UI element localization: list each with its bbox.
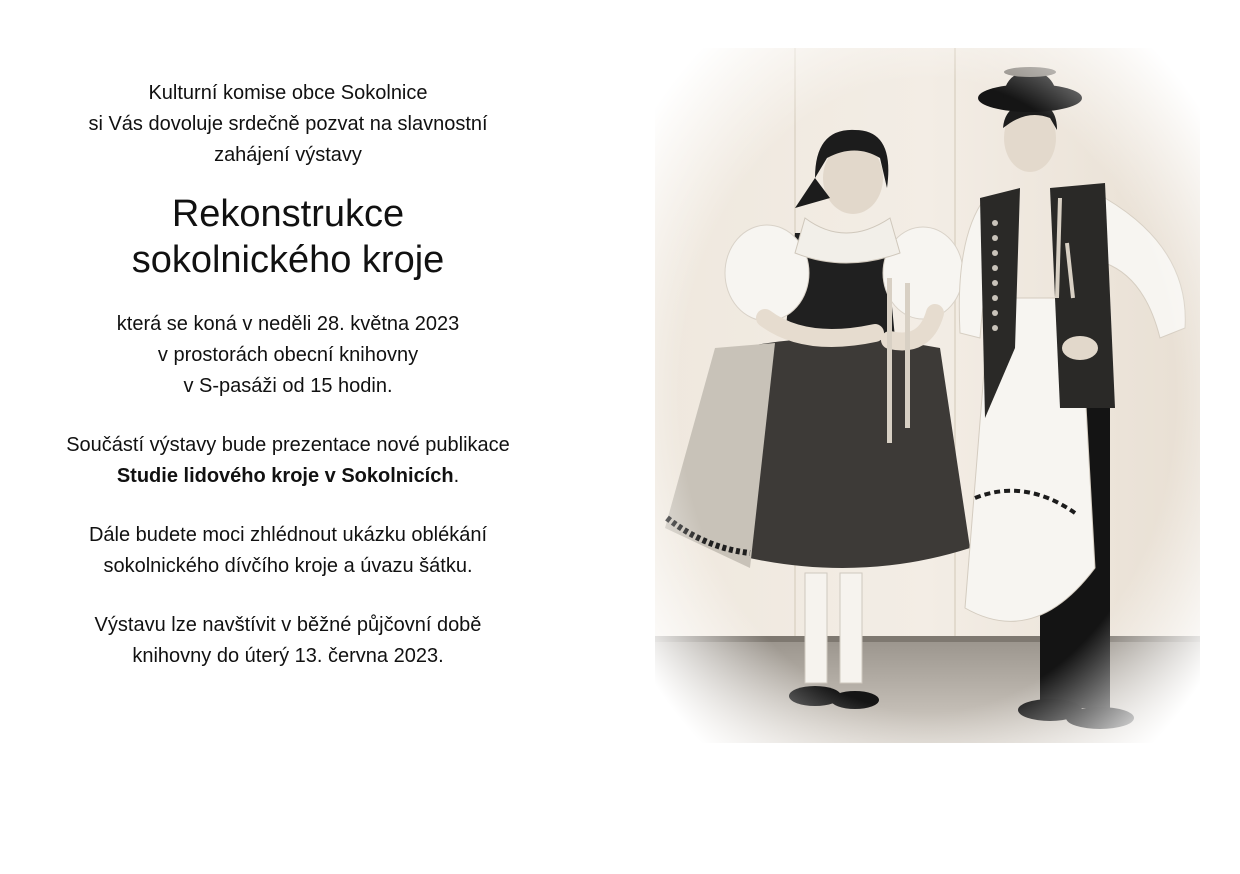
folk-costume-couple-photo	[655, 48, 1200, 743]
intro-paragraph	[28, 78, 548, 171]
intro-line: Kulturní komise obce Sokolnice	[148, 82, 428, 104]
demo-paragraph	[28, 520, 548, 582]
visit-paragraph	[28, 610, 548, 672]
details-line: která se koná v neděli 28. května 2023	[116, 313, 460, 335]
visit-line: Výstavu lze navštívit v běžné půjčovní době	[94, 614, 482, 636]
details-line: v prostorách obecní knihovny	[157, 344, 419, 366]
intro-line: si Vás dovoluje srdečně pozvat na slavnostní	[88, 113, 488, 135]
publication-title-line	[28, 461, 548, 492]
demo-line: sokolnického dívčího kroje a úvazu šátku.	[103, 555, 473, 577]
publication-period: .	[453, 465, 460, 487]
title-line: sokolnického kroje	[131, 239, 445, 281]
visit-line: knihovny do úterý 13. června 2023.	[132, 645, 444, 667]
publication-title: Studie lidového kroje v Sokolnicích	[116, 465, 454, 487]
details-paragraph	[28, 309, 548, 402]
invitation-text	[28, 78, 548, 672]
details-line: v S-pasáži od 15 hodin.	[183, 375, 393, 397]
publication-line: Součástí výstavy bude prezentace nové publikace	[66, 434, 510, 456]
exhibition-title	[28, 191, 548, 283]
intro-line: zahájení výstavy	[214, 144, 362, 166]
demo-line: Dále budete moci zhlédnout ukázku oblékání	[88, 524, 488, 546]
title-line: Rekonstrukce	[171, 193, 405, 235]
publication-paragraph	[28, 430, 548, 492]
